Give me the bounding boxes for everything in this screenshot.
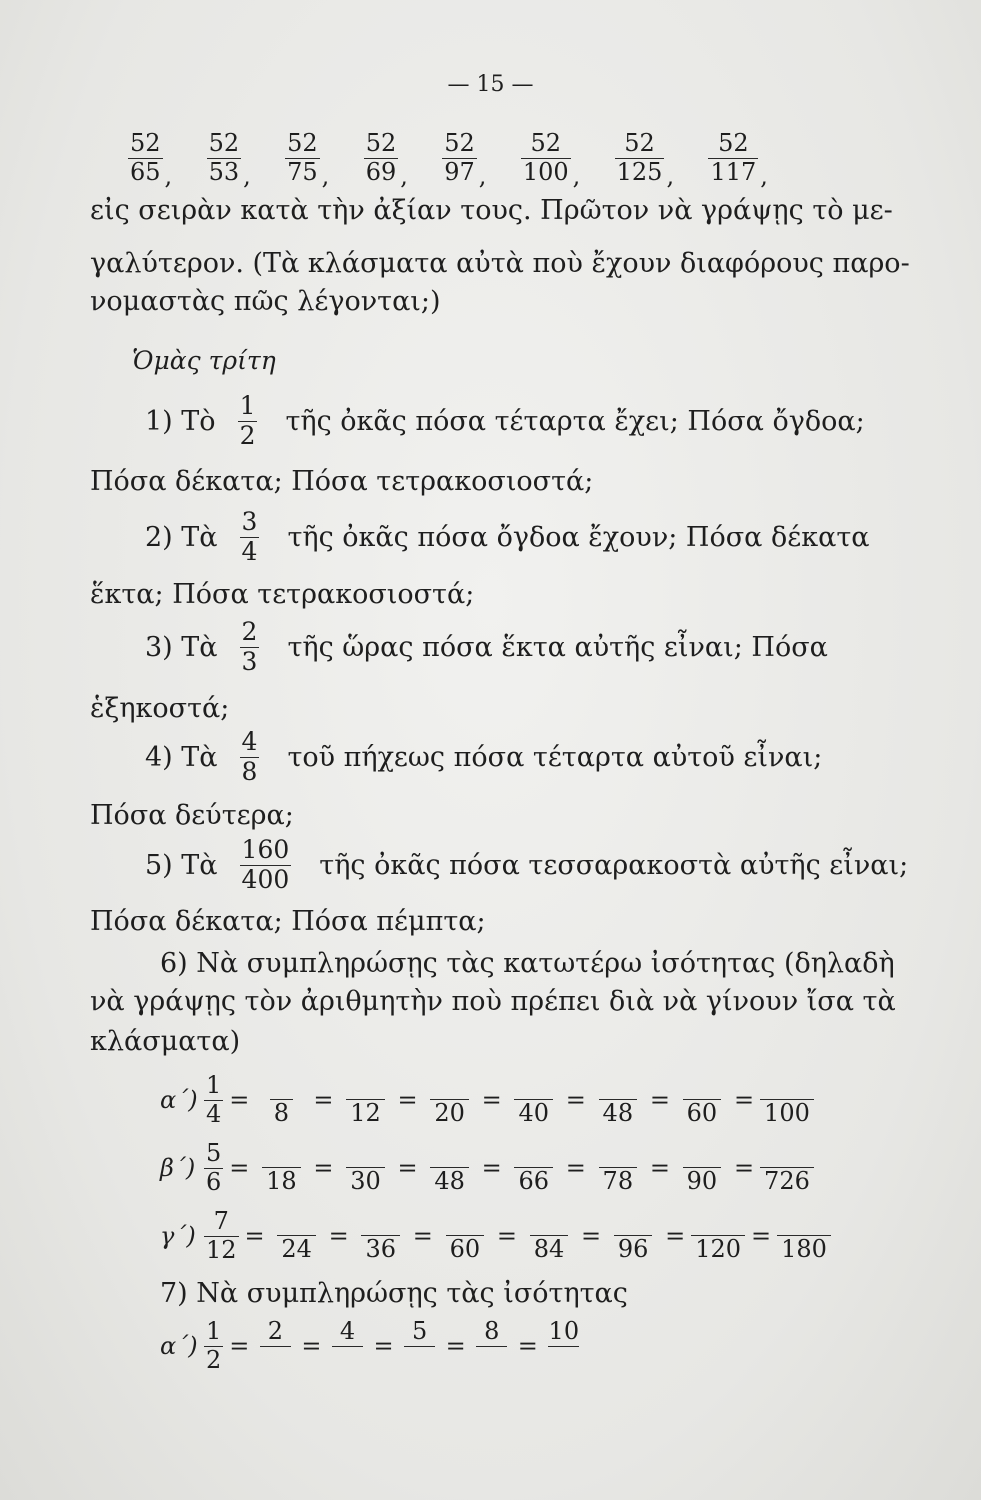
numerator: 8: [484, 1317, 500, 1345]
series-item: [615, 129, 675, 191]
question-6-line-2: νὰ γράψῃς τὸν ἀριθμητὴν ποὺ πρέπει διὰ νὰ γίνουν ἴσα τὰ: [90, 986, 896, 1017]
equals-sign: =: [397, 1154, 418, 1183]
denominator: 48: [599, 1099, 638, 1128]
blank-fraction: [760, 1072, 814, 1128]
blank-fraction: [340, 1072, 392, 1128]
equals-sign: =: [481, 1086, 502, 1115]
denominator: 20: [430, 1099, 469, 1128]
denominator: 24: [277, 1235, 316, 1264]
equals-sign: =: [412, 1222, 433, 1251]
blank-fraction: [508, 1072, 560, 1128]
equals-sign: =: [244, 1222, 265, 1251]
question-5: [145, 836, 908, 895]
fraction: [285, 130, 320, 186]
equals-sign: =: [229, 1086, 250, 1115]
row-label: β΄): [160, 1154, 196, 1183]
equals-sign: =: [649, 1154, 670, 1183]
series-item: [285, 129, 330, 191]
equality-row-b: [160, 1140, 814, 1196]
question-number: 5) Τὰ: [145, 849, 218, 881]
fraction: $\frac{3}{4}$: [241, 507, 258, 566]
comma: ,: [666, 162, 675, 191]
denominator: 75: [287, 157, 318, 186]
equals-sign: =: [496, 1222, 517, 1251]
blank-fraction: [691, 1208, 745, 1264]
blank-fraction: [472, 1318, 512, 1374]
numerator: 1: [206, 1317, 222, 1345]
question-6-line-3: κλάσματα): [90, 1026, 241, 1057]
denominator-blank: [260, 1346, 291, 1375]
denominator: 84: [530, 1235, 569, 1264]
blank-fraction: [424, 1072, 476, 1128]
equals-sign: =: [301, 1332, 322, 1361]
denominator: 2: [206, 1345, 222, 1374]
fraction: [708, 130, 758, 186]
question-text: τῆς ὀκᾶς πόσα ὄγδοα ἔχουν; Πόσα δέκατα: [287, 521, 870, 553]
blank-fraction: [400, 1318, 440, 1374]
equals-sign: =: [580, 1222, 602, 1251]
equals-sign: =: [397, 1086, 418, 1115]
row-label: γ΄): [160, 1222, 196, 1251]
denominator: 78: [599, 1167, 638, 1196]
blank-fraction: [592, 1072, 644, 1128]
series-item: [442, 129, 487, 191]
equals-sign: =: [373, 1332, 394, 1361]
denominator: 97: [444, 157, 475, 186]
denominator: 90: [683, 1167, 722, 1196]
fraction: [207, 130, 242, 186]
fraction: [204, 1140, 223, 1196]
equals-sign: =: [751, 1222, 772, 1251]
denominator: 53: [208, 157, 240, 186]
denominator: 40: [514, 1099, 553, 1128]
denominator-blank: [548, 1346, 579, 1375]
numerator: 52: [624, 129, 655, 157]
equals-sign: =: [665, 1222, 686, 1251]
fraction: [204, 1208, 239, 1264]
numerator: 52: [444, 129, 475, 157]
denominator-blank: [332, 1346, 363, 1375]
question-text: τῆς ὀκᾶς πόσα τεσσαρακοστὰ αὐτῆς εἶναι;: [319, 849, 909, 881]
blank-fraction: [607, 1208, 659, 1264]
comma: ,: [478, 162, 487, 191]
numerator: 10: [548, 1317, 580, 1345]
question-number: 4) Τὰ: [145, 741, 218, 773]
denominator: 48: [430, 1167, 469, 1196]
numerator: 5: [411, 1317, 428, 1345]
fraction: [128, 130, 163, 186]
question-2: [145, 508, 869, 567]
denominator: 100: [760, 1099, 814, 1128]
fraction: [521, 130, 571, 186]
denominator: 726: [760, 1167, 814, 1196]
question-3: [145, 618, 828, 677]
fraction: $\frac{4}{8}$: [241, 727, 258, 786]
denominator: 120: [691, 1235, 745, 1264]
blank-fraction: [340, 1140, 392, 1196]
denominator: 96: [614, 1235, 653, 1264]
equals-sign: =: [328, 1222, 349, 1251]
numerator: 52: [208, 129, 240, 157]
comma: ,: [760, 162, 768, 191]
denominator: 65: [130, 157, 161, 186]
comma: ,: [243, 162, 251, 191]
fraction: [364, 130, 399, 186]
numerator: 52: [365, 129, 397, 157]
intro-line-3: νομαστὰς πῶς λέγονται;): [90, 286, 441, 317]
denominator: 60: [683, 1099, 722, 1128]
question-6-line-1: 6) Νὰ συμπληρώσῃς τὰς κατωτέρω ἰσότητας (δηλαδὴ: [160, 948, 895, 979]
denominator: 180: [777, 1235, 831, 1264]
blank-fraction: [676, 1140, 728, 1196]
numerator: 2: [267, 1317, 284, 1345]
blank-fraction: [508, 1140, 560, 1196]
denominator: 18: [262, 1167, 301, 1196]
numerator: 7: [213, 1207, 229, 1235]
blank-fraction: [439, 1208, 491, 1264]
question-number: 1) Τὸ: [145, 405, 216, 437]
equals-sign: =: [313, 1154, 334, 1183]
intro-line-2: γαλύτερον. (Τὰ κλάσματα αὐτὰ ποὺ ἔχουν διαφόρους παρο-: [90, 248, 910, 279]
numerator: 52: [718, 129, 749, 157]
equals-sign: =: [481, 1154, 502, 1183]
denominator: 12: [346, 1099, 385, 1128]
equals-sign: =: [733, 1154, 755, 1183]
blank-fraction: [424, 1140, 476, 1196]
equals-sign: =: [229, 1154, 250, 1183]
row-label: α΄): [160, 1332, 198, 1361]
question-text: τοῦ πήχεως πόσα τέταρτα αὐτοῦ εἶναι;: [287, 741, 823, 773]
equals-sign: =: [313, 1086, 334, 1115]
question-5-continuation: Πόσα δέκατα; Πόσα πέμπτα;: [90, 906, 486, 937]
row-label: α΄): [160, 1086, 198, 1115]
comma: ,: [321, 162, 330, 191]
numerator: 1: [206, 1071, 222, 1099]
comma: ,: [400, 162, 408, 191]
fraction: [204, 1318, 223, 1374]
fraction: $\frac{160}{400}$: [241, 835, 290, 894]
equals-sign: =: [649, 1086, 670, 1115]
series-item: [207, 129, 251, 191]
denominator: 66: [514, 1167, 553, 1196]
blank-fraction: [544, 1318, 584, 1374]
question-4: [145, 728, 822, 787]
fraction: [204, 1072, 223, 1128]
denominator: 30: [346, 1167, 385, 1196]
denominator: 125: [616, 157, 663, 186]
blank-fraction: [255, 1318, 295, 1374]
blank-fraction: [777, 1208, 831, 1264]
denominator: 6: [206, 1167, 222, 1196]
equals-sign: =: [517, 1332, 538, 1361]
blank-fraction: [271, 1208, 323, 1264]
numerator: 52: [530, 129, 561, 157]
comma: ,: [164, 162, 173, 191]
equals-sign: =: [733, 1086, 755, 1115]
blank-fraction: [592, 1140, 644, 1196]
equals-sign: =: [565, 1154, 586, 1183]
equals-sign: =: [229, 1332, 250, 1361]
series-item: [708, 129, 768, 191]
blank-fraction: [255, 1140, 307, 1196]
numerator: 52: [287, 129, 318, 157]
question-3-continuation: ἑξηκοστά;: [90, 693, 230, 724]
blank-fraction: [255, 1072, 307, 1128]
blank-fraction: [523, 1208, 575, 1264]
numerator: 4: [339, 1317, 356, 1345]
denominator: 60: [446, 1235, 485, 1264]
denominator: 36: [361, 1235, 400, 1264]
denominator: 100: [522, 157, 569, 186]
question-4-continuation: Πόσα δεύτερα;: [90, 800, 294, 831]
equality-row-c: [160, 1208, 831, 1264]
page-number: — 15 —: [447, 72, 534, 97]
question-7: 7) Νὰ συμπληρώσῃς τὰς ἰσότητας: [160, 1278, 628, 1309]
fraction: $\frac{1}{2}$: [239, 391, 256, 450]
denominator-blank: [476, 1346, 507, 1375]
equality-row-q7: [160, 1318, 584, 1374]
series-item: [521, 129, 581, 191]
equals-sign: =: [565, 1086, 586, 1115]
question-1: [145, 392, 865, 451]
intro-line-1: εἰς σειρὰν κατὰ τὴν ἀξίαν τους. Πρῶτον νὰ γράψῃς τὸ με-: [90, 195, 893, 226]
fraction-series: [128, 129, 768, 191]
equality-row-a: [160, 1072, 814, 1128]
fraction: $\frac{2}{3}$: [241, 617, 258, 676]
denominator: 12: [206, 1235, 237, 1264]
numerator: 5: [206, 1139, 222, 1167]
question-text: τῆς ὥρας πόσα ἕκτα αὐτῆς εἶναι; Πόσα: [287, 631, 828, 663]
fraction: [442, 130, 477, 186]
denominator: 117: [710, 157, 757, 186]
question-1-continuation: Πόσα δέκατα; Πόσα τετρακοσιοστά;: [90, 466, 594, 497]
question-number: 3) Τὰ: [145, 631, 218, 663]
question-text: τῆς ὀκᾶς πόσα τέταρτα ἔχει; Πόσα ὄγδοα;: [285, 405, 865, 437]
equals-sign: =: [445, 1332, 466, 1361]
numerator: 52: [130, 129, 161, 157]
question-number: 2) Τὰ: [145, 521, 218, 553]
denominator: 69: [365, 157, 397, 186]
fraction: [615, 130, 665, 186]
series-item: [364, 129, 408, 191]
blank-fraction: [760, 1140, 814, 1196]
denominator-blank: [404, 1346, 435, 1375]
denominator: 4: [206, 1099, 222, 1128]
question-2-continuation: ἕκτα; Πόσα τετρακοσιοστά;: [90, 579, 475, 610]
blank-fraction: [355, 1208, 407, 1264]
series-item: [128, 129, 173, 191]
blank-fraction: [328, 1318, 368, 1374]
denominator: 8: [270, 1099, 293, 1128]
blank-fraction: [676, 1072, 728, 1128]
comma: ,: [572, 162, 581, 191]
group-heading: Ὁμὰς τρίτη: [132, 346, 276, 375]
